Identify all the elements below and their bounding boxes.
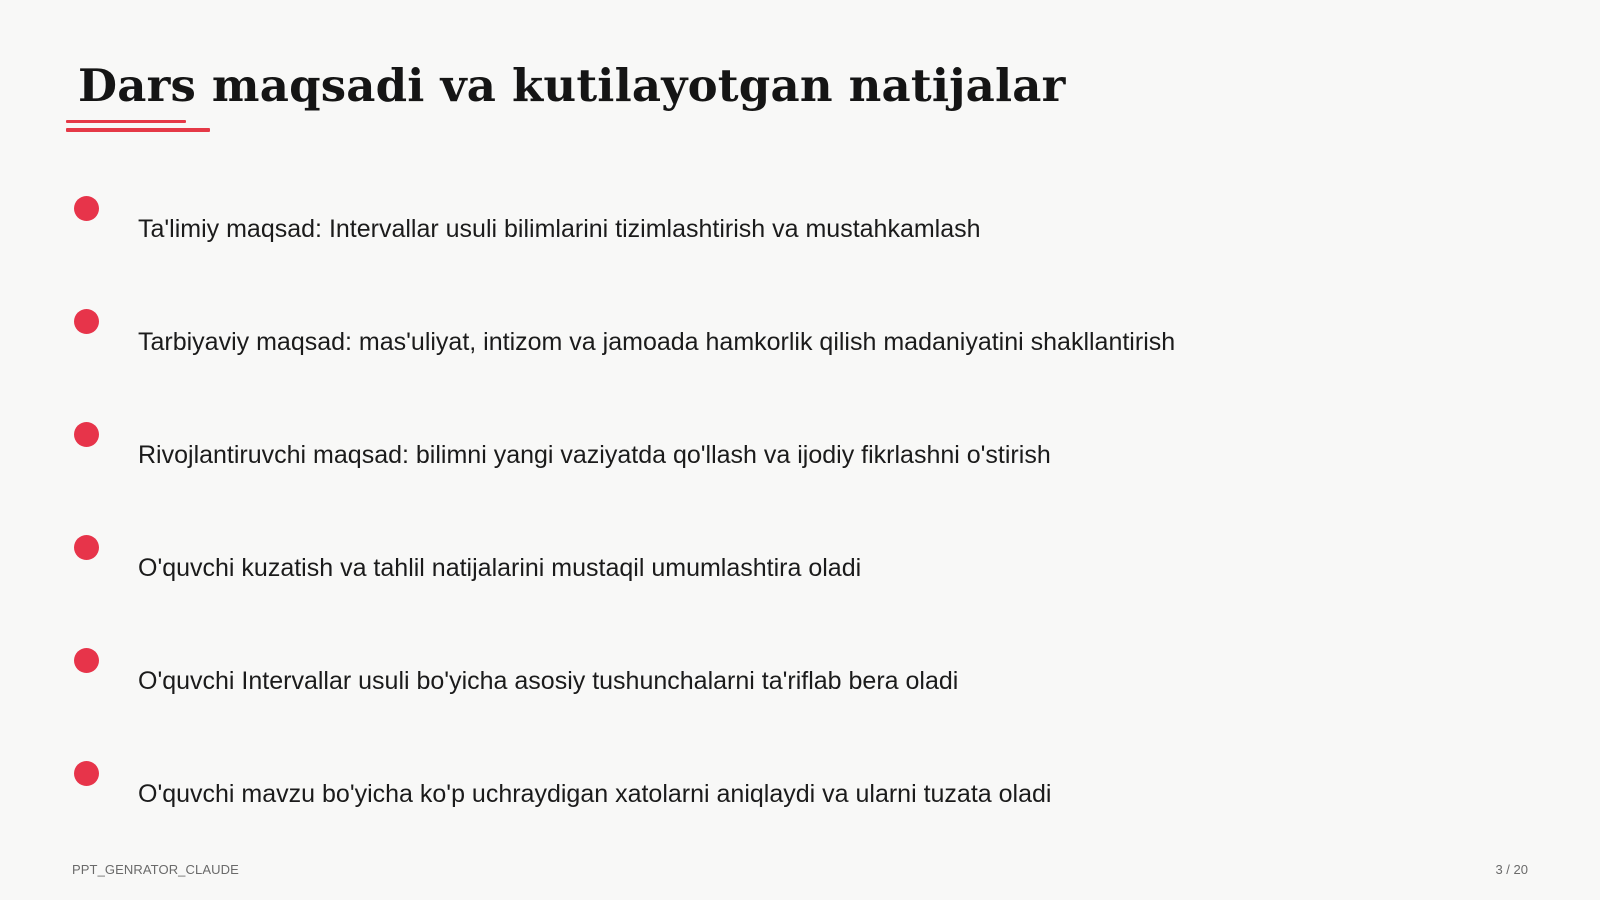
list-item: [0, 422, 1600, 512]
slide-page-counter: 3 / 20: [1495, 862, 1528, 877]
list-item: [0, 309, 1600, 399]
footer-source-label: PPT_GENRATOR_CLAUDE: [72, 862, 239, 877]
list-item: [0, 196, 1600, 286]
bullet-dot-icon: [74, 535, 99, 560]
list-item: [0, 648, 1600, 738]
slide-title: Dars maqsadi va kutilayotgan natijalar: [78, 59, 1066, 112]
bullet-text: Ta'limiy maqsad: Intervallar usuli bilimlarini tizimlashtirish va mustahkamlash: [138, 215, 981, 243]
bullet-text: O'quvchi mavzu bo'yicha ko'p uchraydigan xatolarni aniqlaydi va ularni tuzata oladi: [138, 780, 1052, 808]
bullet-text: O'quvchi kuzatish va tahlil natijalarini mustaqil umumlashtira oladi: [138, 554, 862, 582]
bullet-dot-icon: [74, 309, 99, 334]
list-item: [0, 535, 1600, 625]
list-item: [0, 761, 1600, 851]
bullet-dot-icon: [74, 196, 99, 221]
bullet-text: O'quvchi Intervallar usuli bo'yicha asosiy tushunchalarni ta'riflab bera oladi: [138, 667, 959, 695]
bullet-dot-icon: [74, 761, 99, 786]
bullet-dot-icon: [74, 648, 99, 673]
bullet-text: Rivojlantiruvchi maqsad: bilimni yangi vaziyatda qo'llash va ijodiy fikrlashni o'stirish: [138, 441, 1051, 469]
bullet-text: Tarbiyaviy maqsad: mas'uliyat, intizom va jamoada hamkorlik qilish madaniyatini shakllantirish: [138, 328, 1176, 356]
bullet-dot-icon: [74, 422, 99, 447]
